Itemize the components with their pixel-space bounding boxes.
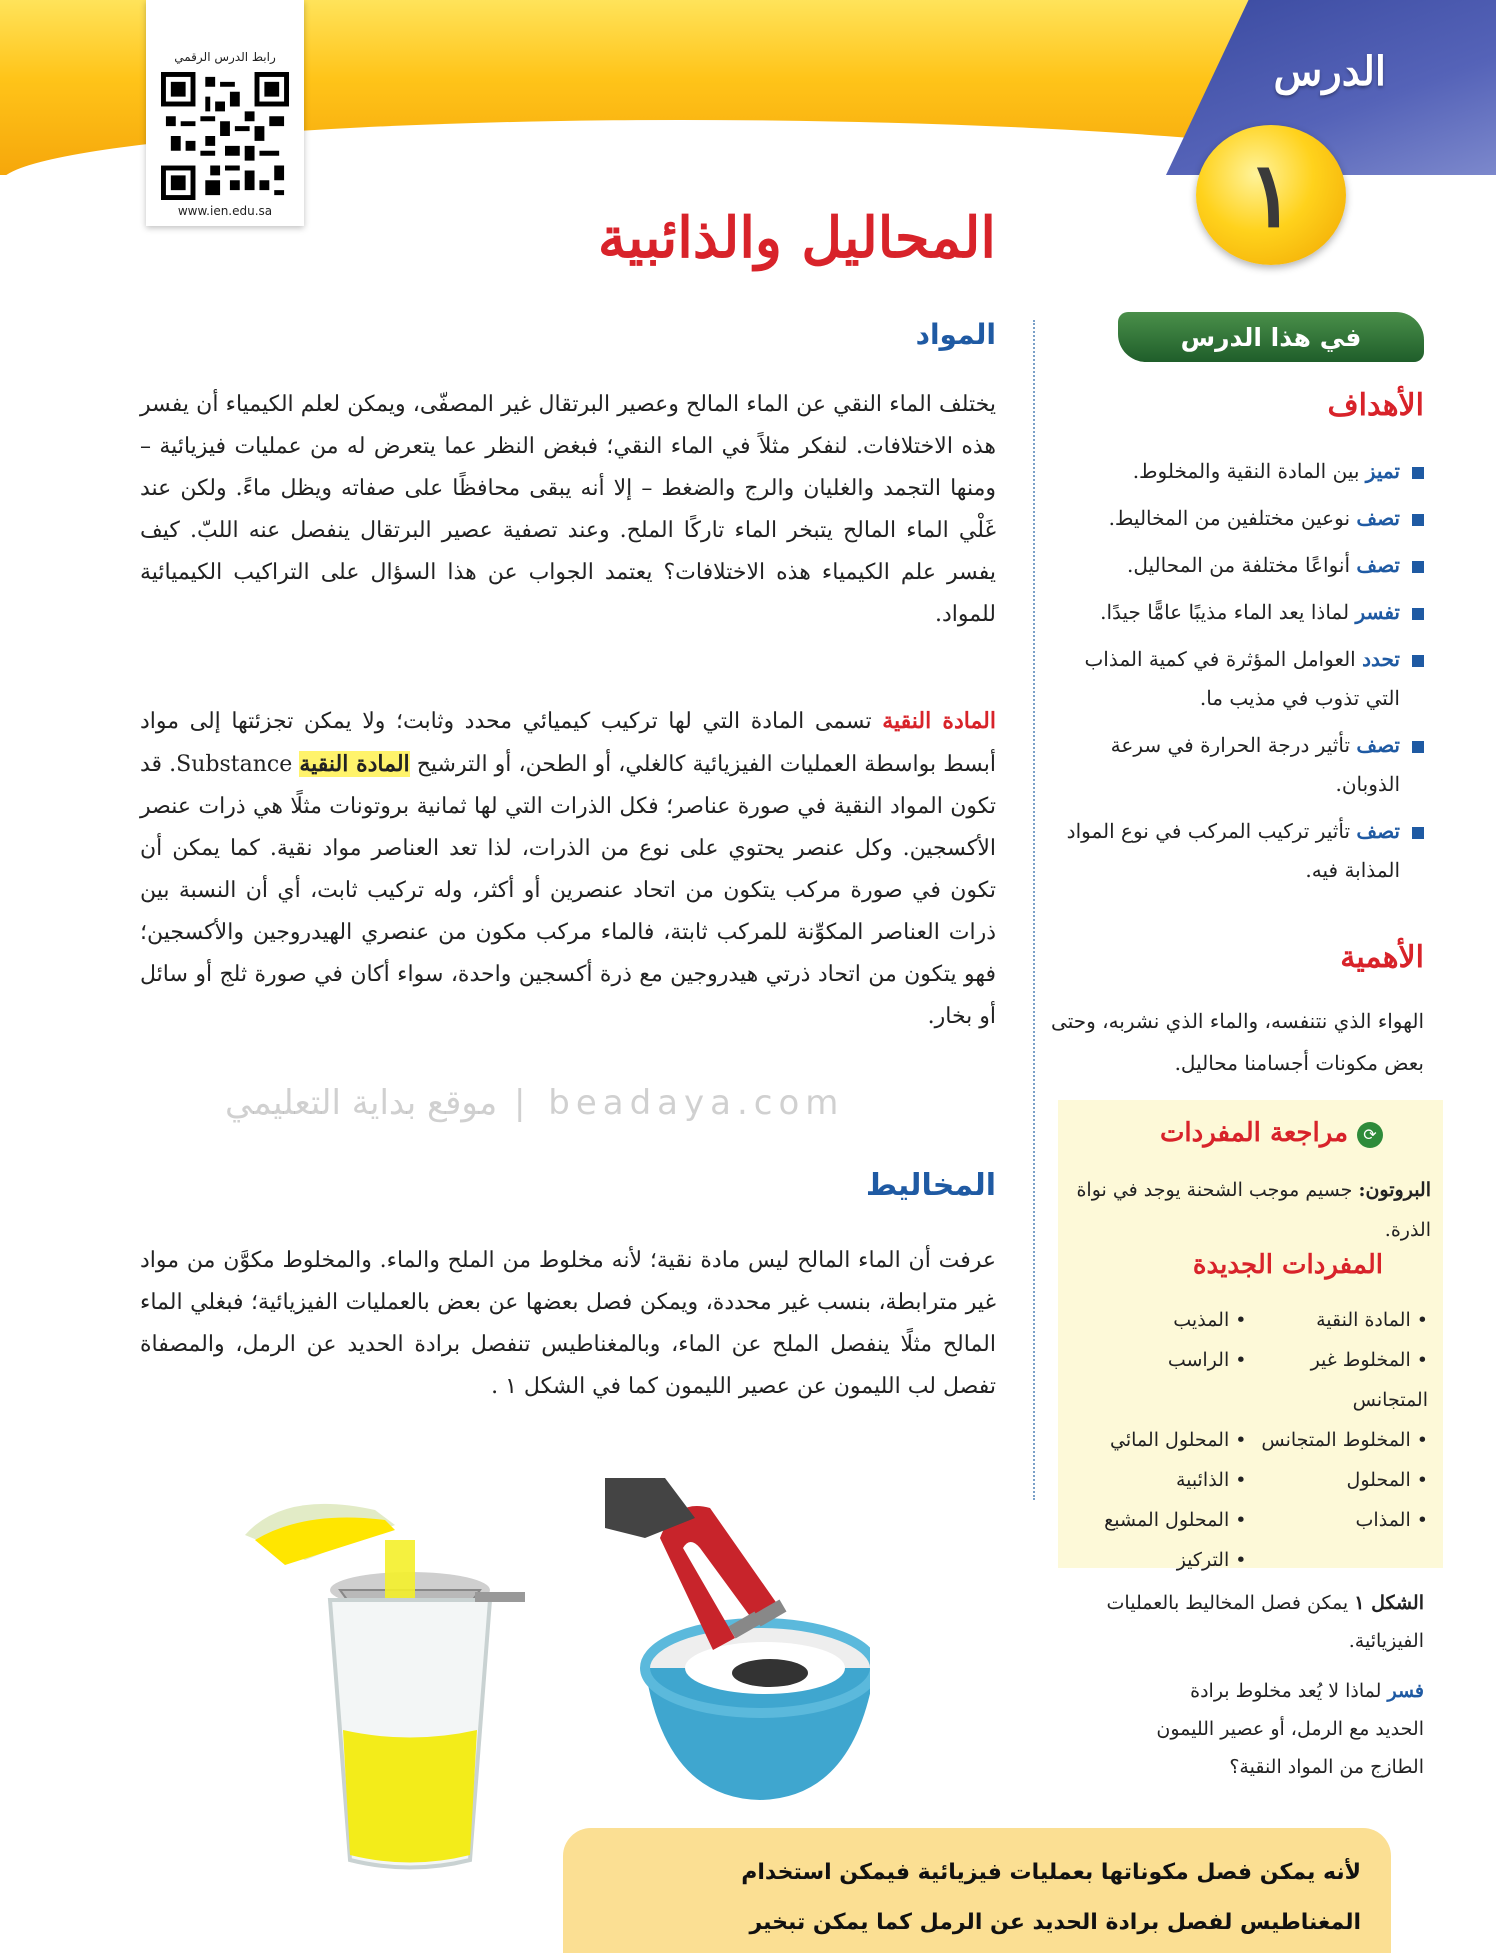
vocab-review-definition [1071, 1170, 1431, 1250]
magnet-bowl-illustration [605, 1478, 870, 1813]
section-heading-mixtures: المخاليط [865, 1168, 996, 1203]
vocab-term: • المحلول [1255, 1460, 1429, 1500]
answer-line-2: المغناطيس لفصل برادة الحديد عن الرمل كما يمكن تبخير [749, 1910, 1361, 1935]
figure-label: الشكل ١ [1354, 1592, 1424, 1614]
vocab-term: • الراسب [1073, 1340, 1247, 1420]
qr-code-icon[interactable] [160, 72, 290, 200]
objective-item [1064, 640, 1424, 718]
objective-text: أنواعًا مختلفة من المحاليل. [1127, 553, 1357, 577]
vocab-term: • المخلوط غير المتجانس [1255, 1340, 1429, 1420]
photo-magnet-separation [605, 1478, 870, 1813]
objective-item [1064, 812, 1424, 890]
objective-item [1064, 499, 1424, 538]
new-vocab-list [1073, 1300, 1428, 1580]
in-this-lesson-pill: في هذا الدرس [1118, 312, 1424, 362]
vocab-term: • المذاب [1255, 1500, 1429, 1540]
vocab-term: • المادة النقية [1255, 1300, 1429, 1340]
objectives-list [1064, 452, 1424, 898]
objective-verb: تصف [1356, 733, 1400, 757]
objectives-heading: الأهداف [1327, 388, 1424, 423]
objective-verb: تصف [1356, 819, 1400, 843]
objective-text: تأثير تركيب المركب في نوع المواد المذابة فيه. [1066, 819, 1400, 882]
vocab-term: • المحلول المائي [1073, 1420, 1247, 1460]
lesson-label: الدرس [1273, 48, 1386, 95]
objective-verb: تفسر [1355, 600, 1400, 624]
paragraph-mixtures: عرفت أن الماء المالح ليس مادة نقية؛ لأنه مخلوط من الملح والماء. والمخلوط مكوَّن من مواد غير مترابطة، بنسب غير محددة، ويمكن فصل بعضها عن بعض بالعمليات الفيزيائية؛ فبغلي الماء المالح مثلًا ينفصل الملح عن الماء، وبالمغناطيس تنفصل برادة الحديد عن الرمل، والمصفاة تفصل لب الليمون عن عصير الليمون كما في الشكل ١ . [140, 1248, 996, 1399]
new-vocab-heading: المفردات الجديدة [1192, 1250, 1383, 1280]
lesson-number-badge [1196, 125, 1346, 265]
objective-text: لماذا يعد الماء مذيبًا عامًّا جيدًا. [1100, 600, 1356, 624]
term-pure-substance-highlight: المادة النقية [299, 751, 410, 777]
explain-text: لماذا لا يُعد مخلوط برادة الحديد مع الرمل، أو عصير الليمون الطازج من المواد النقية؟ [1156, 1680, 1424, 1778]
objective-item [1064, 546, 1424, 585]
answer-box [563, 1828, 1391, 1953]
figure-caption [1054, 1584, 1424, 1660]
watermark: beadaya.com | موقع بداية التعليمي [225, 1083, 845, 1123]
vocab-review-term: البروتون: [1358, 1179, 1431, 1201]
vocabulary-box [1058, 1100, 1443, 1571]
importance-text: الهواء الذي نتنفسه، والماء الذي نشربه، وحتى بعض مكونات أجسامنا محاليل. [1051, 1009, 1424, 1075]
vocab-term: • المحلول المشبع [1073, 1500, 1247, 1540]
objective-item [1064, 726, 1424, 804]
objective-verb: تميز [1365, 459, 1400, 483]
objective-verb: تصف [1356, 553, 1400, 577]
qr-caption: رابط الدرس الرقمي [174, 50, 276, 64]
review-icon: ⟳ [1357, 1122, 1383, 1148]
strainer-glass-illustration [245, 1480, 525, 1880]
answer-line-1: لأنه يمكن فصل مكوناتها بعمليات فيزيائية فيمكن استخدام [741, 1860, 1361, 1885]
objective-verb: تحدد [1362, 647, 1400, 671]
qr-url[interactable]: www.ien.edu.sa [177, 204, 273, 218]
term-pure-substance: المادة النقية [882, 708, 996, 734]
lesson-number: ١ [1246, 142, 1296, 248]
paragraph-pure-substance-text-b: Substance. قد تكون المواد النقية في صورة عناصر؛ فكل الذرات التي لها ثمانية بروتونات مثلًا هي ذرات عنصر الأكسجين. وكل عنصر يحتوي على نوع من الذرات، لذا تعد العناصر مواد نقية. كما يمكن أن تكون في صورة مركب يتكون من اتحاد عنصرين أو أكثر، وله تركيب ثابت، أي أن النسبة بين ذرات العناصر المكوِّنة للمركب ثابتة، فالماء مركب مكون من عنصري الهيدروجين والأكسجين؛ فهو يتكون من اتحاد ذرتي هيدروجين مع ذرة أكسجين واحدة، سواء أكان في صورة ثلج أو سائل أو بخار. [140, 752, 996, 1029]
objective-text: بين المادة النقية والمخلوط. [1132, 459, 1366, 483]
qr-card[interactable] [146, 0, 304, 226]
vocab-term: • المذيب [1073, 1300, 1247, 1340]
paragraph-intro: يختلف الماء النقي عن الماء المالح وعصير البرتقال غير المصفّى، ويمكن لعلم الكيمياء أن يفسر هذه الاختلافات. لنفكر مثلاً في الماء النقي؛ فبغض النظر عما يتعرض له من عمليات فيزيائية – ومنها التجمد والغليان والرج والضغط – إلا أنه يبقى محافظًا على صفاته ويظل ماءً. ولكن عند غَلْي الماء المالح يتبخر الماء تاركًا الملح. وعند تصفية عصير البرتقال ينفصل عنه اللبّ. كيف يفسر علم الكيمياء هذه الاختلافات؟ يعتمد الجواب عن هذا السؤال على التراكيب الكيميائية للمواد. [140, 392, 996, 627]
vocab-term: • الذائبية [1073, 1460, 1247, 1500]
page-title: المحاليل والذائبية [597, 205, 996, 271]
section-heading-substances: المواد [915, 318, 996, 351]
column-divider [1033, 320, 1035, 1500]
objective-text: العوامل المؤثرة في كمية المذاب التي تذوب في مذيب ما. [1084, 647, 1400, 710]
paragraph-pure-substance-text-a: تسمى المادة التي لها تركيب كيميائي محدد وثابت؛ ولا يمكن تجزئتها إلى مواد أبسط بواسطة العمليات الفيزيائية كالغلي، أو الطحن، أو الترشيح [140, 709, 996, 777]
figure-caption-text: يمكن فصل المخاليط بالعمليات الفيزيائية. [1106, 1592, 1424, 1652]
objective-text: تأثير درجة الحرارة في سرعة الذوبان. [1110, 733, 1400, 796]
explain-question [1154, 1672, 1424, 1786]
objective-item [1064, 452, 1424, 491]
objective-verb: تصف [1356, 506, 1400, 530]
photo-juice-strainer [245, 1480, 525, 1880]
explain-verb: فسر [1387, 1680, 1424, 1702]
vocab-term: • التركيز [1073, 1540, 1247, 1580]
paragraph-pure-substance [140, 700, 996, 1038]
objective-text: نوعين مختلفين من المخاليط. [1108, 506, 1357, 530]
vocab-term: • المخلوط المتجانس [1255, 1420, 1429, 1460]
vocab-review-heading: مراجعة المفردات [1159, 1118, 1348, 1148]
vocab-review-def: جسيم موجب الشحنة يوجد في نواة الذرة. [1076, 1179, 1431, 1241]
objective-item [1064, 593, 1424, 632]
importance-heading: الأهمية [1340, 940, 1424, 975]
